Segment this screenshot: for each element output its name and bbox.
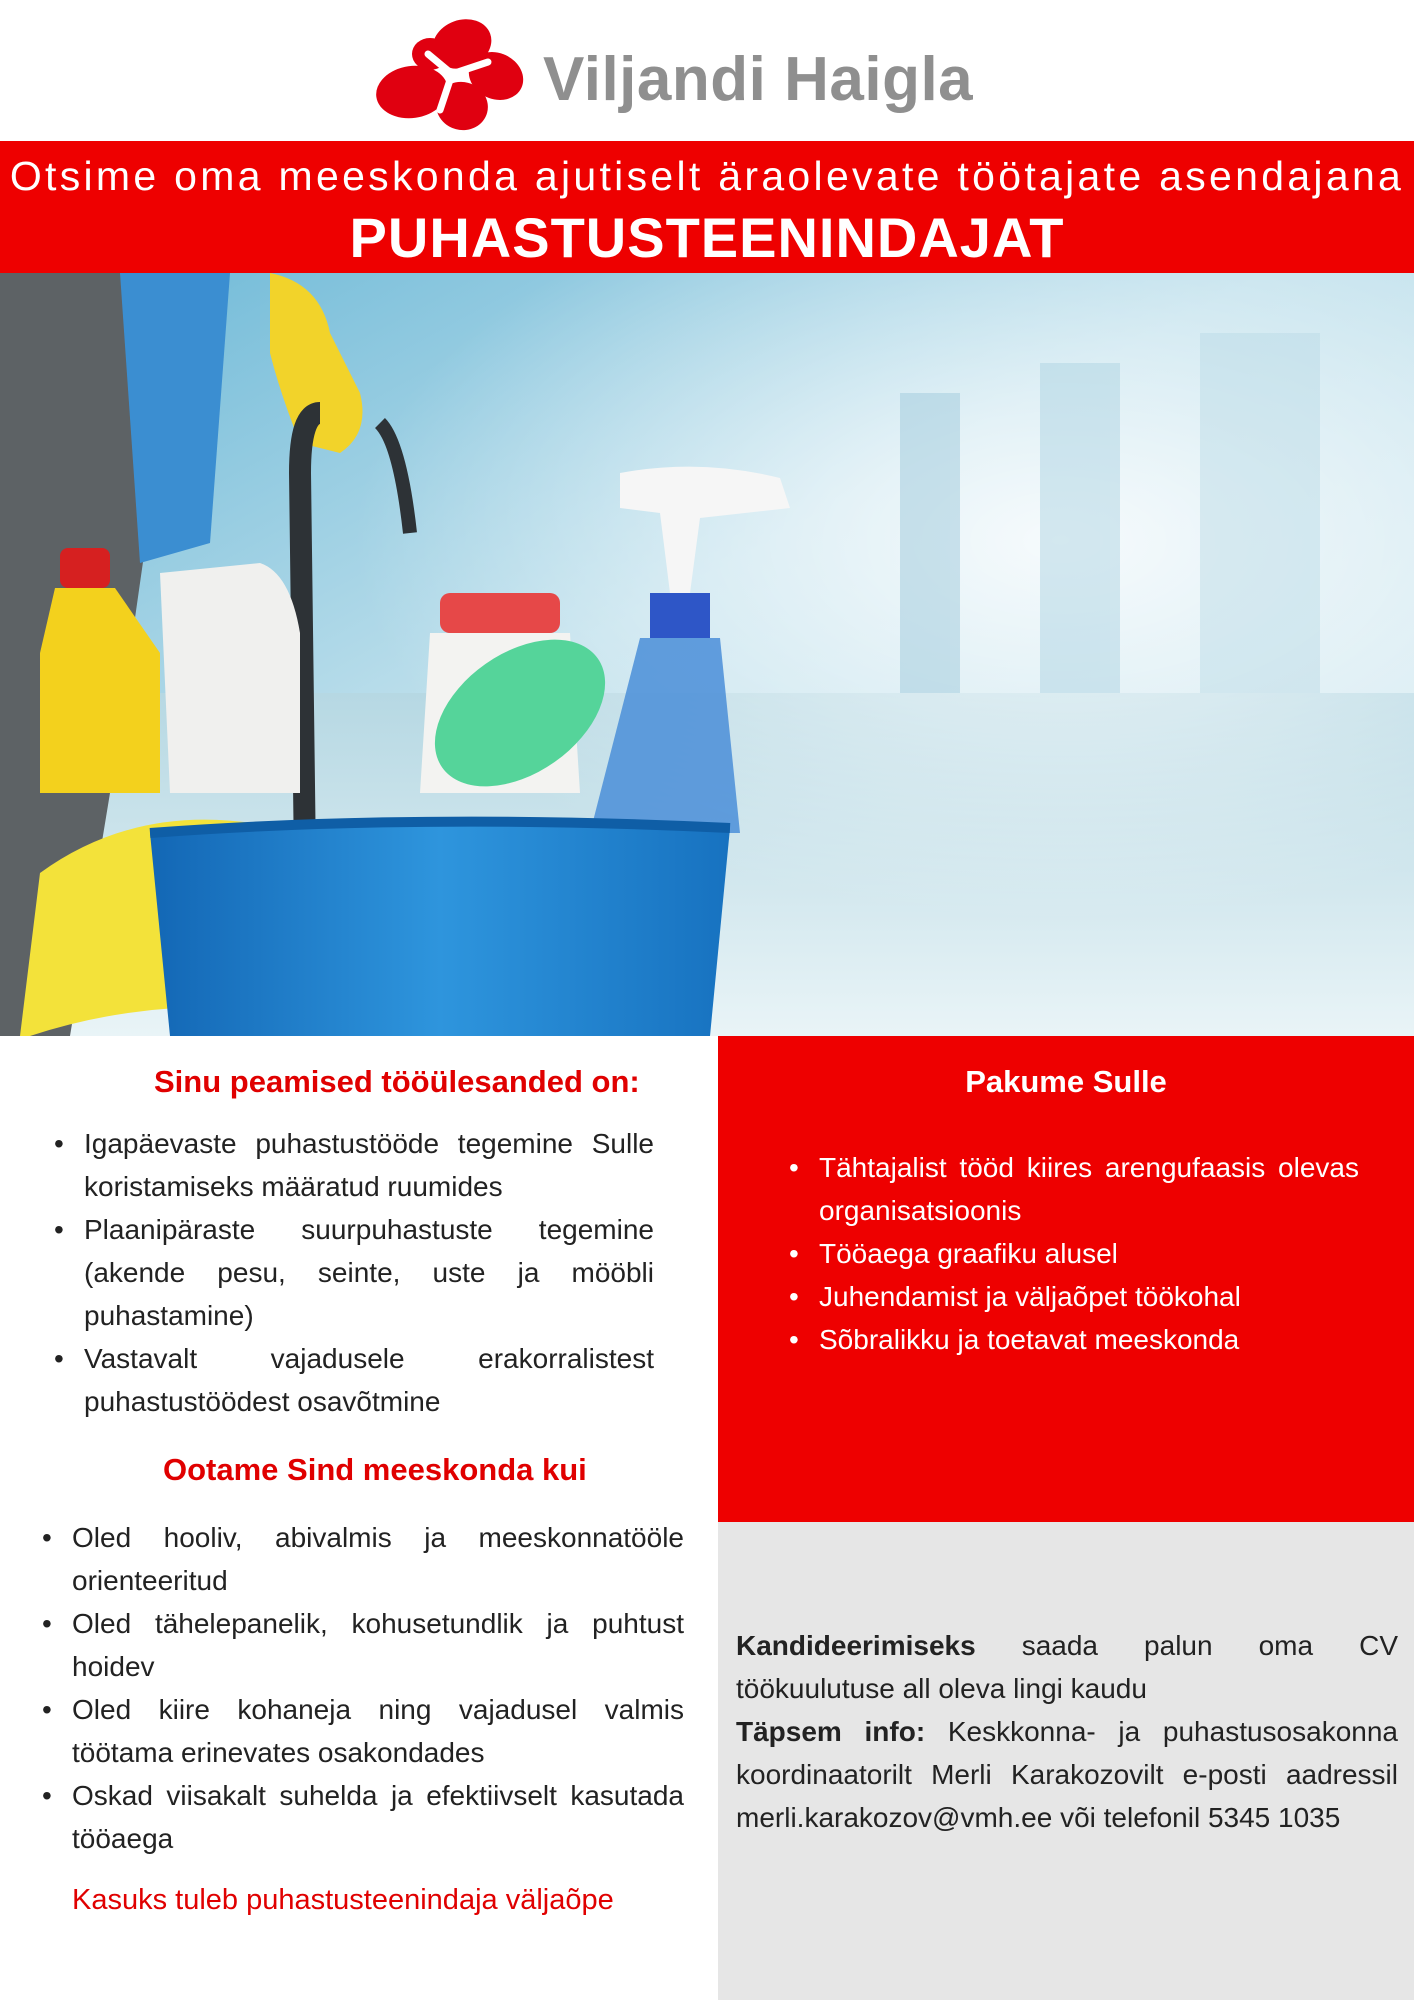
contact-text — [736, 1624, 1398, 1839]
cleaning-supplies-photo — [0, 273, 1414, 1036]
list-item: • Oled tähelepanelik, kohusetundlik ja puhtust hoidev — [72, 1602, 684, 1688]
list-item: • Juhendamist ja väljaõpet töökohal — [819, 1275, 1359, 1318]
list-item: • Plaanipäraste suurpuhastuste tegemine (akende pesu, seinte, uste ja mööbli puhastamine) — [84, 1208, 654, 1337]
list-item: • Oled kiire kohaneja ning vajadusel valmis töötama erinevates osakondades — [72, 1688, 684, 1774]
offers-list — [789, 1146, 1359, 1361]
bullet-icon: • — [42, 1608, 52, 1639]
apply-text: saada palun oma CV töökuulutuse all oleva lingi kaudu — [736, 1630, 1398, 1704]
list-item: • Tööaega graafiku alusel — [819, 1232, 1359, 1275]
brand-name: Viljandi Haigla — [543, 45, 974, 114]
flower-logo-icon — [370, 14, 530, 132]
bullet-icon: • — [42, 1780, 52, 1811]
cleaning-bucket-illustration — [0, 273, 1414, 1036]
bullet-icon: • — [42, 1694, 52, 1725]
banner-subtitle: Otsime oma meeskonda ajutiselt äraolevate töötajate asendajana — [9, 153, 1405, 199]
info-label: Täpsem info: — [736, 1716, 926, 1747]
bullet-icon: • — [54, 1343, 64, 1374]
list-item: • Vastavalt vajadusele erakorralistest puhastustöödest osavõtmine — [84, 1337, 654, 1423]
bullet-icon: • — [789, 1152, 799, 1183]
title-banner — [0, 141, 1414, 273]
bullet-icon: • — [789, 1238, 799, 1269]
offers-heading: Pakume Sulle — [965, 1064, 1167, 1099]
list-item: • Sõbralikku ja toetavat meeskonda — [819, 1318, 1359, 1361]
info-text: Keskkonna- ja puhastusosakonna koordinaatorilt Merli Karakozovilt e-posti aadressil merli.karakozov@vmh.ee või telefonil 5345 1035 — [736, 1716, 1398, 1833]
bullet-icon: • — [789, 1281, 799, 1312]
expectations-list — [42, 1516, 684, 1860]
bonus-note: Kasuks tuleb puhastusteenindaja väljaõpe — [72, 1884, 614, 1916]
list-item: • Tähtajalist tööd kiires arengufaasis olevas organisatsioonis — [819, 1146, 1359, 1232]
list-item: • Oled hooliv, abivalmis ja meeskonnatööle orienteeritud — [72, 1516, 684, 1602]
bullet-icon: • — [789, 1324, 799, 1355]
list-item: • Igapäevaste puhastustööde tegemine Sulle koristamiseks määratud ruumides — [84, 1122, 654, 1208]
banner-title: PUHASTUSTEENINDAJAT — [349, 206, 1065, 269]
duties-list — [54, 1122, 654, 1423]
list-item: • Oskad viisakalt suhelda ja efektiivselt kasutada tööaega — [72, 1774, 684, 1860]
apply-label: Kandideerimiseks — [736, 1630, 976, 1661]
header — [0, 0, 1414, 141]
bullet-icon: • — [54, 1214, 64, 1245]
bullet-icon: • — [42, 1522, 52, 1553]
duties-heading: Sinu peamised tööülesanded on: — [154, 1064, 640, 1099]
expectations-heading: Ootame Sind meeskonda kui — [163, 1452, 587, 1487]
bullet-icon: • — [54, 1128, 64, 1159]
